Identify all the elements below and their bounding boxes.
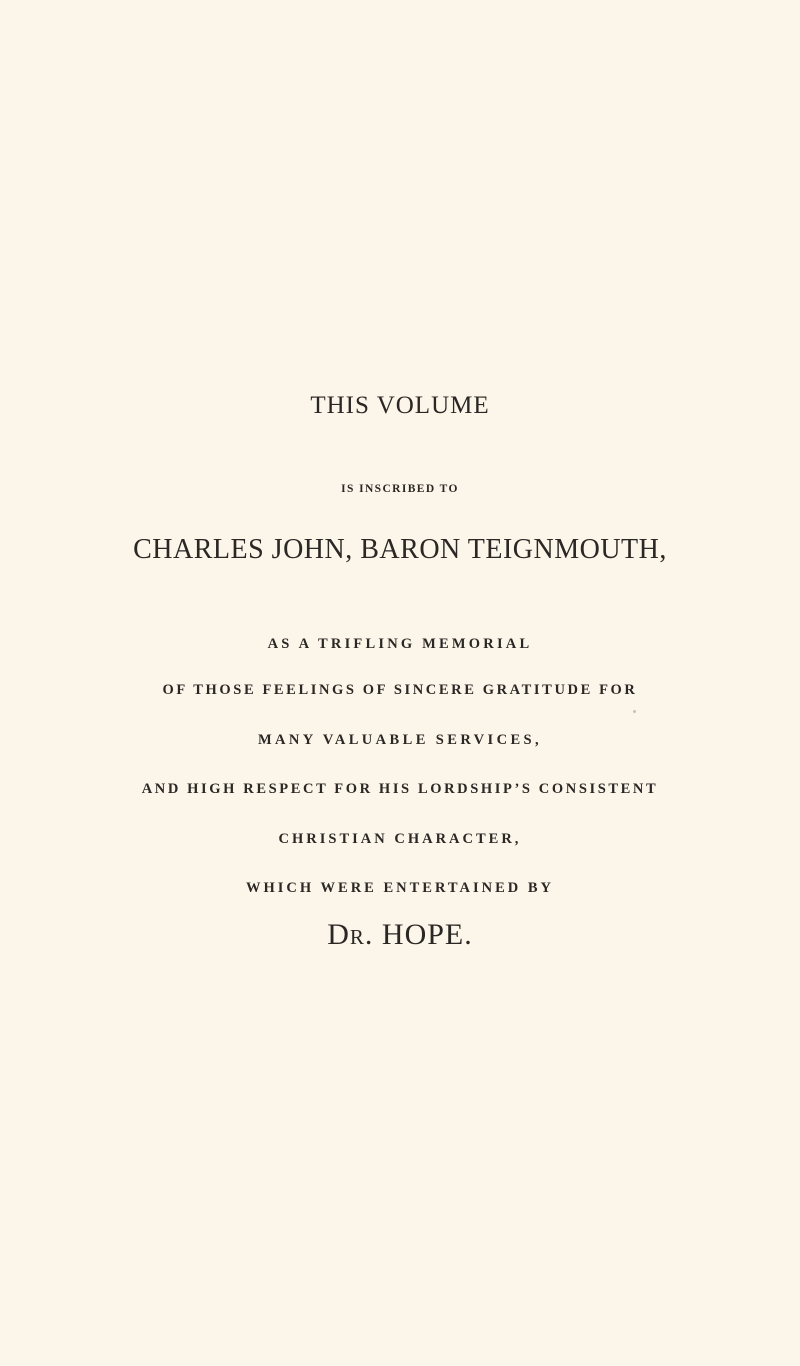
signature <box>0 918 800 952</box>
inscribed-line: IS INSCRIBED TO <box>341 483 459 495</box>
signature-prefix: Dr. <box>327 918 374 951</box>
dedication-line-3: MANY VALUABLE SERVICES, <box>257 732 543 748</box>
dedication-title: THIS VOLUME <box>310 392 490 419</box>
dedication-line-2: OF THOSE FEELINGS OF SINCERE GRATITUDE FOR <box>162 682 638 698</box>
dedicatee-name: CHARLES JOHN, BARON TEIGNMOUTH, <box>133 534 667 565</box>
signature-name: HOPE. <box>381 918 473 951</box>
paper-speck <box>633 710 636 713</box>
dedication-line-4: AND HIGH RESPECT FOR HIS LORDSHIP’S CONSISTENT <box>141 781 659 797</box>
dedication-line-6: WHICH WERE ENTERTAINED BY <box>245 880 554 896</box>
dedication-line-1: AS A TRIFLING MEMORIAL <box>267 636 533 652</box>
dedication-line-5: CHRISTIAN CHARACTER, <box>278 831 522 847</box>
